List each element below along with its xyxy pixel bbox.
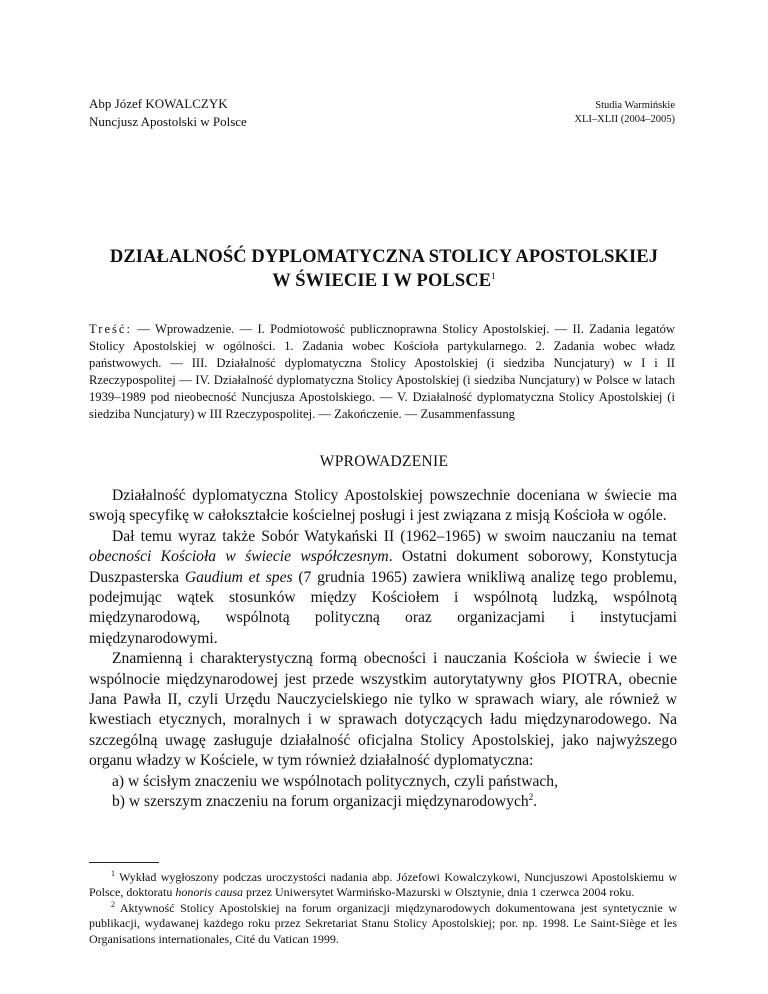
footnote-1-mark: 1	[111, 869, 115, 878]
footnote-1-b: przez Uniwersytet Warmińsko-Mazurski w Olsztynie, dnia 1 czerwca 2004 roku.	[243, 885, 635, 900]
title-footnote-mark[interactable]: 1	[491, 270, 496, 281]
list-item-b-text: b) w szerszym znaczeniu na forum organizacji międzynarodowych	[112, 793, 529, 811]
footnote-2-text: Aktywność Stolicy Apostolskiej na forum organizacji międzynarodowych dokumentowana jest syntetycznie w publikacji, wydawanej każdego roku przez Sekretariat Stanu Stolicy Apostolskiej; por. np. 1998. Le Saint-Siège et les Organisations internationales, Cité du Vatican 1999.	[89, 900, 677, 946]
footnote-1	[89, 870, 677, 901]
toc-text: — Wprowadzenie. — I. Podmiotowość publicznoprawna Stolicy Apostolskiej. — II. Zadania legatów Stolicy Apostolskiej w ogólności. 1. Zadania wobec Kościoła partykularnego. 2. Zadania wobec władz państwowych. — III. Działalność dyplomatyczna Stolicy Apostolskiej (i siedziba Nuncjatury) w I i II Rzeczypospolitej — IV. Działalność dyplomatyczna Stolicy Apostolskiej (i siedziba Nuncjatury) w Polsce w latach 1939–1989 pod nieobecność Nuncjusza Apostolskiego. — V. Działalność dyplomatyczna Stolicy Apostolskiej (i siedziba Nuncjatury) w III Rzeczypospolitej. — Zakończenie. — Zusammenfassung	[89, 322, 675, 421]
paragraph-1: Działalność dyplomatyczna Stolicy Apostolskiej powszechnie doceniana w świecie ma swoją specyfikę w całokształcie kościelnej posługi i jest związana z misją Kościoła w ogóle.	[89, 487, 677, 525]
toc-label: Treść:	[89, 322, 133, 336]
author-role: Nuncjusz Apostolski w Polsce	[89, 114, 247, 129]
list-item-b	[89, 792, 677, 812]
title-line-1: DZIAŁALNOŚĆ DYPLOMATYCZNA STOLICY APOSTOLSKIEJ	[109, 247, 659, 267]
journal-name: Studia Warmińskie	[595, 100, 675, 111]
body-text	[89, 486, 677, 813]
title-line-2-text: W ŚWIECIE I W POLSCE	[272, 271, 492, 291]
paragraph-2-b: . Ostatni dokument soborowy, Konstytucja Duszpasterska	[89, 548, 678, 586]
footnote-2-mark: 2	[111, 899, 115, 909]
paragraph-2-a: Dał temu wyraz także Sobór Watykański II (1962–1965) w swoim nauczaniu na temat	[112, 527, 677, 545]
footnotes	[89, 870, 677, 947]
journal-block	[574, 99, 675, 127]
journal-volume: XLI–XLII (2004–2005)	[574, 114, 675, 125]
author-block	[89, 95, 247, 131]
paragraph-2	[89, 527, 677, 649]
section-heading: WPROWADZENIE	[319, 453, 449, 470]
article-title	[60, 245, 708, 293]
author-name: Abp Józef KOWALCZYK	[89, 96, 228, 111]
footnote-2	[89, 901, 677, 947]
paragraph-3: Znamienną i charakterystyczną formą obecności i nauczania Kościoła w świecie i we wspólnocie międzynarodowej jest przede wszystkim autorytatywny głos PIOTRA, obecnie Jana Pawła II, czyli Urzędu Nauczycielskiego nie tylko w sprawach wiary, ale również w kwestiach etycznych, moralnych i w sprawach dotyczących ładu międzynarodowego. Na szczególną uwagę zasługuje działalność oficjalna Stolicy Apostolskiej, jako najwyższego organu władzy w Kościele, w tym również działalność dyplomatyczna:	[89, 650, 677, 770]
paragraph-2-c: (7 grudnia 1965) zawiera wnikliwą analizę tego problemu, podejmując wątek stosunków między Kościołem i wspólnotą ludzką, wspólnotą międzynarodową, wspólnotą polityczną oraz organizacjami i instytucjami międzynarodowymi.	[89, 568, 678, 647]
footnote-1-a: Wykład wygłoszony podczas uroczystości nadania abp. Józefowi Kowalczykowi, Nuncjuszowi Apostolskiemu w Polsce, doktoratu	[89, 870, 677, 900]
footnote-mark-2[interactable]: 2	[528, 791, 534, 802]
footnote-rule	[89, 862, 159, 863]
list-item-b-end: .	[533, 793, 538, 811]
paragraph-2-italic-2: Gaudium et spes	[184, 568, 293, 586]
paragraph-2-italic-1: obecności Kościoła w świecie współczesnym	[89, 548, 389, 566]
title-line-2	[60, 269, 708, 293]
footnote-1-italic: honoris causa	[175, 885, 243, 900]
table-of-contents	[89, 321, 675, 422]
list-item-a: a) w ścisłym znaczeniu we wspólnotach politycznych, czyli państwach,	[112, 772, 559, 790]
